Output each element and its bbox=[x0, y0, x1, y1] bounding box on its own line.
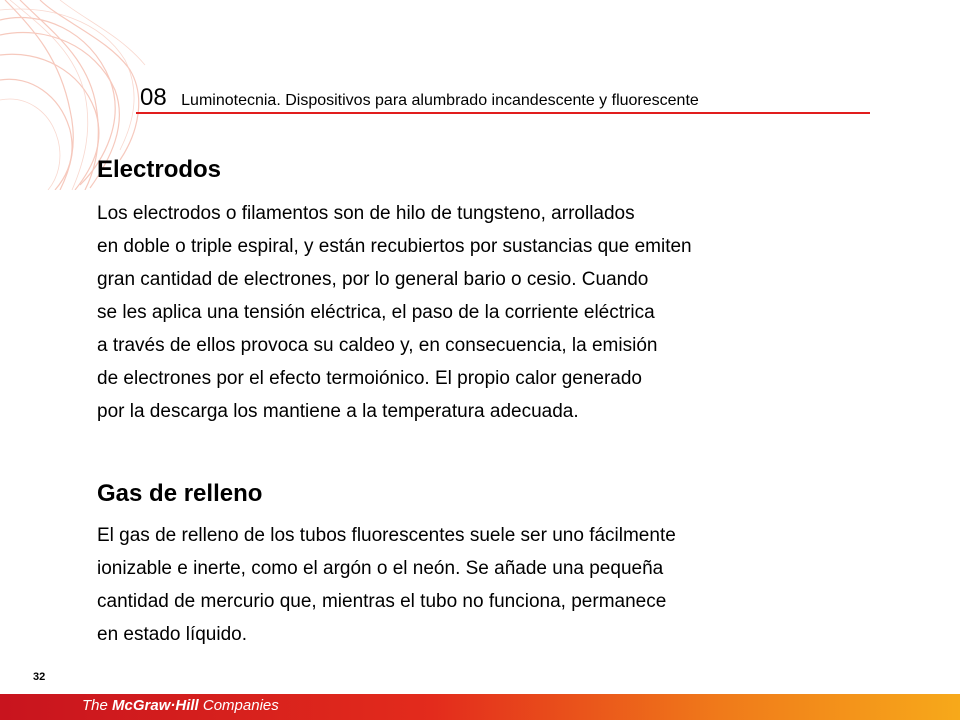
logo-companies: Companies bbox=[198, 697, 279, 714]
paragraph-electrodos bbox=[97, 197, 877, 428]
header-underline bbox=[136, 112, 870, 114]
text-line: por la descarga los mantiene a la temperatura adecuada. bbox=[97, 401, 579, 422]
chapter-number: 08 bbox=[140, 84, 167, 111]
logo-the: The bbox=[82, 697, 113, 714]
text-line: se les aplica una tensión eléctrica, el paso de la corriente eléctrica bbox=[97, 302, 655, 323]
text-line: en doble o triple espiral, y están recubiertos por sustancias que emiten bbox=[97, 236, 692, 257]
section-title-gas-de-relleno: Gas de relleno bbox=[97, 480, 263, 507]
logo-brand: McGraw·Hill bbox=[112, 697, 199, 714]
text-line: El gas de relleno de los tubos fluorescentes suele ser uno fácilmente bbox=[97, 525, 676, 546]
text-line: de electrones por el efecto termoiónico. El propio calor generado bbox=[97, 368, 642, 389]
publisher-logo bbox=[82, 697, 279, 714]
text-line: en estado líquido. bbox=[97, 624, 248, 645]
text-line: Los electrodos o filamentos son de hilo de tungsteno, arrollados bbox=[97, 203, 635, 224]
paragraph-gas-de-relleno bbox=[97, 519, 877, 651]
slide-header bbox=[140, 84, 870, 112]
text-line: gran cantidad de electrones, por lo general bario o cesio. Cuando bbox=[97, 269, 649, 290]
text-line: ionizable e inerte, como el argón o el neón. Se añade una pequeña bbox=[97, 558, 664, 579]
page-number: 32 bbox=[33, 671, 46, 683]
footer-bar bbox=[0, 694, 960, 720]
text-line: a través de ellos provoca su caldeo y, en consecuencia, la emisión bbox=[97, 335, 658, 356]
section-title-electrodos: Electrodos bbox=[97, 156, 222, 183]
text-line: cantidad de mercurio que, mientras el tubo no funciona, permanece bbox=[97, 591, 667, 612]
chapter-title: Luminotecnia. Dispositivos para alumbrado incandescente y fluorescente bbox=[181, 92, 699, 109]
